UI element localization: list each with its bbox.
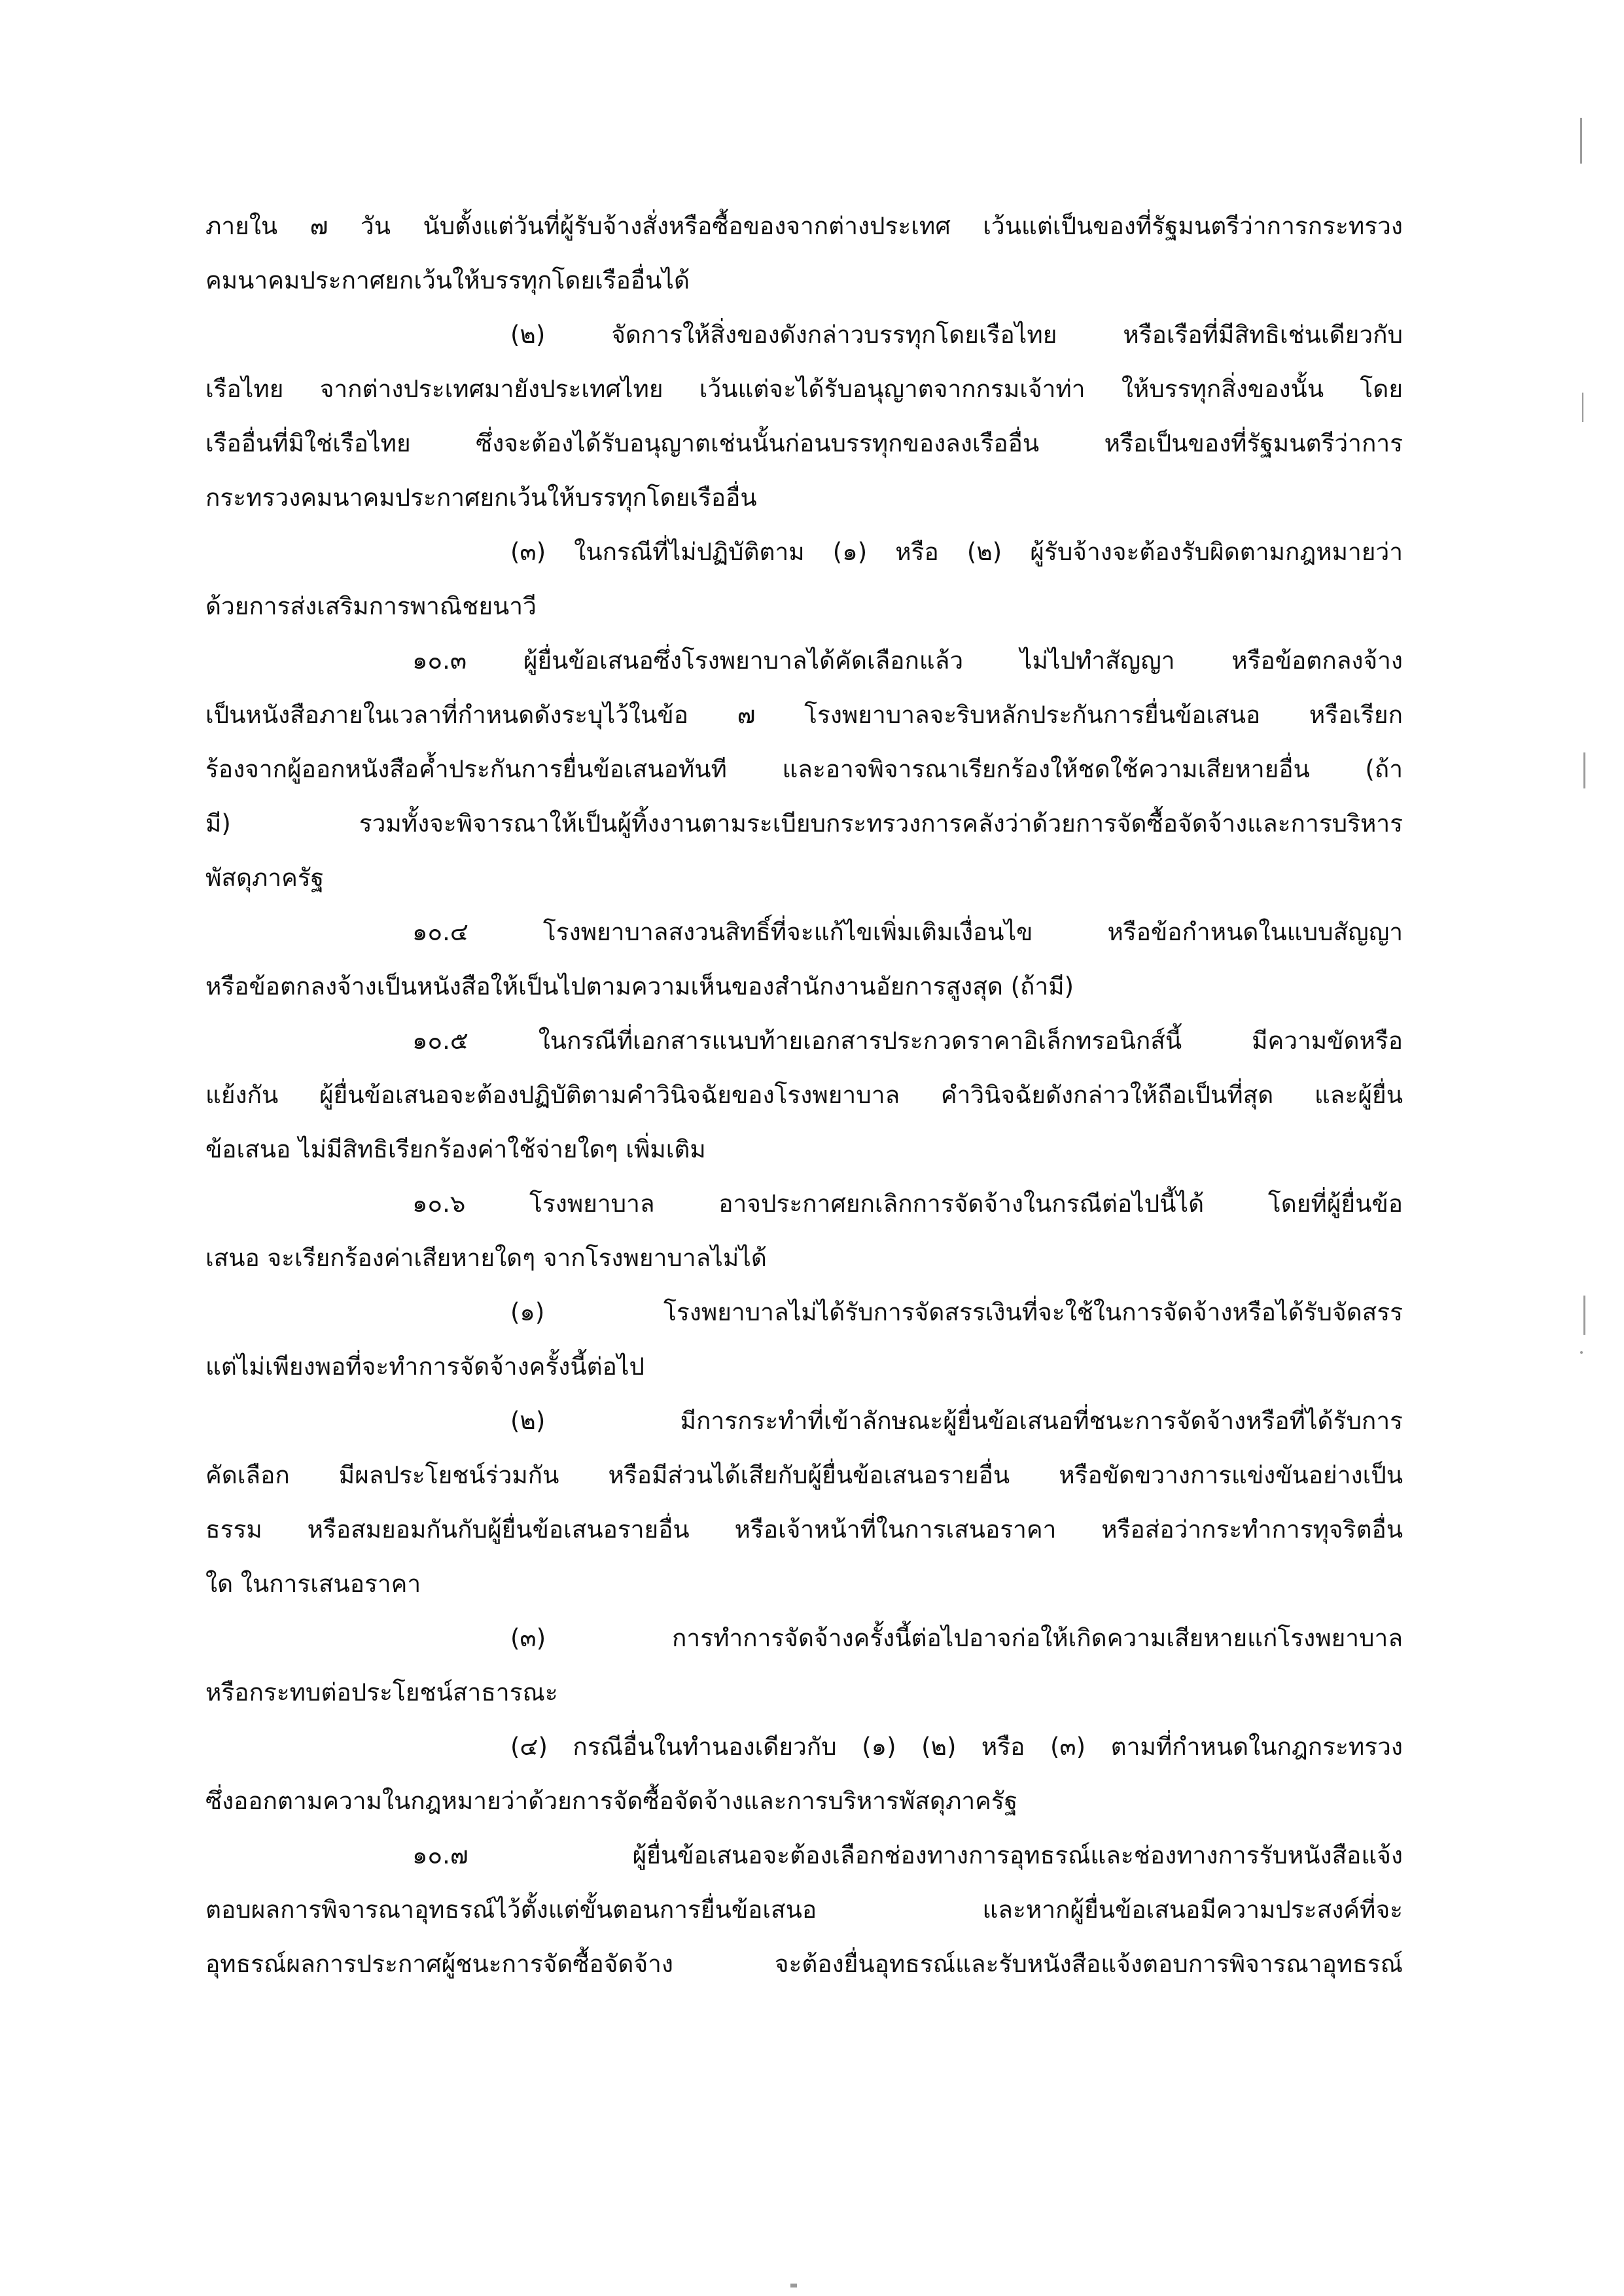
scan-mark: [1580, 118, 1582, 164]
text-line: (๓) ในกรณีที่ไม่ปฏิบัติตาม (๑) หรือ (๒) ผู้รับจ้างจะต้องรับผิดตามกฎหมายว่า: [510, 538, 1403, 566]
text-line: หรือกระทบต่อประโยชน์สาธารณะ: [205, 1678, 558, 1706]
text-line: พัสดุภาครัฐ: [205, 864, 325, 892]
text-line: (๔) กรณีอื่นในทำนองเดียวกับ (๑) (๒) หรือ (๓) ตามที่กำหนดในกฎกระทรวง: [510, 1733, 1403, 1761]
text-line: เป็นหนังสือภายในเวลาที่กำหนดดังระบุไว้ในข้อ ๗ โรงพยาบาลจะริบหลักประกันการยื่นข้อเสนอ หรือเรียก: [205, 701, 1403, 729]
text-line: ใด ในการเสนอราคา: [205, 1570, 421, 1598]
text-line: เสนอ จะเรียกร้องค่าเสียหายใดๆ จากโรงพยาบาลไม่ได้: [205, 1244, 767, 1272]
scan-mark: [1583, 752, 1585, 788]
text-line: ๑๐.๔ โรงพยาบาลสงวนสิทธิ์ที่จะแก้ไขเพิ่มเติมเงื่อนไข หรือข้อกำหนดในแบบสัญญา: [412, 918, 1403, 946]
text-line: ซึ่งออกตามความในกฎหมายว่าด้วยการจัดซื้อจัดจ้างและการบริหารพัสดุภาครัฐ: [205, 1787, 1018, 1815]
text-line: ๑๐.๓ ผู้ยื่นข้อเสนอซึ่งโรงพยาบาลได้คัดเลือกแล้ว ไม่ไปทำสัญญา หรือข้อตกลงจ้าง: [412, 646, 1403, 675]
text-line: ตอบผลการพิจารณาอุทธรณ์ไว้ตั้งแต่ขั้นตอนการยื่นข้อเสนอ และหากผู้ยื่นข้อเสนอมีความประสงค์ที่จะ: [205, 1896, 1403, 1924]
scan-mark: [1583, 1296, 1585, 1335]
text-line: ข้อเสนอ ไม่มีสิทธิเรียกร้องค่าใช้จ่ายใดๆ เพิ่มเติม: [205, 1135, 706, 1163]
text-line: ๑๐.๕ ในกรณีที่เอกสารแนบท้ายเอกสารประกวดราคาอิเล็กทรอนิกส์นี้ มีความขัดหรือ: [412, 1027, 1403, 1055]
text-line: ๑๐.๗ ผู้ยื่นข้อเสนอจะต้องเลือกช่องทางการอุทธรณ์และช่องทางการรับหนังสือแจ้ง: [412, 1841, 1403, 1869]
text-line: ร้องจากผู้ออกหนังสือค้ำประกันการยื่นข้อเสนอทันที และอาจพิจารณาเรียกร้องให้ชดใช้ความเสียหายอื่น (ถ้า: [205, 755, 1403, 783]
text-line: (๓) การทำการจัดจ้างครั้งนี้ต่อไปอาจก่อให้เกิดความเสียหายแก่โรงพยาบาล: [510, 1624, 1403, 1652]
text-line: กระทรวงคมนาคมประกาศยกเว้นให้บรรทุกโดยเรืออื่น: [205, 484, 757, 512]
text-line: เรืออื่นที่มิใช่เรือไทย ซึ่งจะต้องได้รับอนุญาตเช่นนั้นก่อนบรรทุกของลงเรืออื่น หรือเป็นของที่รัฐมนตรีว่าการ: [205, 429, 1403, 457]
text-line: (๒) มีการกระทำที่เข้าลักษณะผู้ยื่นข้อเสนอที่ชนะการจัดจ้างหรือที่ได้รับการ: [510, 1407, 1403, 1435]
text-line: มี) รวมทั้งจะพิจารณาให้เป็นผู้ทิ้งงานตามระเบียบกระทรวงการคลังว่าด้วยการจัดซื้อจัดจ้างและการบริหาร: [205, 809, 1403, 838]
text-line: ภายใน ๗ วัน นับตั้งแต่วันที่ผู้รับจ้างสั่งหรือซื้อของจากต่างประเทศ เว้นแต่เป็นของที่รัฐมนตรีว่าการกระทรวง: [205, 212, 1403, 240]
scan-mark: [790, 2284, 797, 2287]
text-line: ด้วยการส่งเสริมการพาณิชยนาวี: [205, 592, 537, 620]
scan-mark: [1582, 393, 1583, 422]
text-line: (๒) จัดการให้สิ่งของดังกล่าวบรรทุกโดยเรือไทย หรือเรือที่มีสิทธิเช่นเดียวกับ: [510, 321, 1403, 349]
text-line: ๑๐.๖ โรงพยาบาล อาจประกาศยกเลิกการจัดจ้างในกรณีต่อไปนี้ได้ โดยที่ผู้ยื่นข้อ: [412, 1190, 1403, 1218]
text-line: เรือไทย จากต่างประเทศมายังประเทศไทย เว้นแต่จะได้รับอนุญาตจากกรมเจ้าท่า ให้บรรทุกสิ่งของนั้น โดย: [205, 375, 1403, 403]
text-line: ธรรม หรือสมยอมกันกับผู้ยื่นข้อเสนอรายอื่น หรือเจ้าหน้าที่ในการเสนอราคา หรือส่อว่ากระทำการทุจริตอื่น: [205, 1515, 1403, 1544]
text-line: คัดเลือก มีผลประโยชน์ร่วมกัน หรือมีส่วนได้เสียกับผู้ยื่นข้อเสนอรายอื่น หรือขัดขวางการแข่งขันอย่างเป็น: [205, 1461, 1403, 1489]
text-line: อุทธรณ์ผลการประกาศผู้ชนะการจัดซื้อจัดจ้าง จะต้องยื่นอุทธรณ์และรับหนังสือแจ้งตอบการพิจารณาอุทธรณ์: [205, 1950, 1403, 1978]
text-line: คมนาคมประกาศยกเว้นให้บรรทุกโดยเรืออื่นได้: [205, 266, 690, 294]
text-line: แต่ไม่เพียงพอที่จะทำการจัดจ้างครั้งนี้ต่อไป: [205, 1352, 644, 1381]
text-line: หรือข้อตกลงจ้างเป็นหนังสือให้เป็นไปตามความเห็นของสำนักงานอัยการสูงสุด (ถ้ามี): [205, 972, 1074, 1000]
text-line: แย้งกัน ผู้ยื่นข้อเสนอจะต้องปฏิบัติตามคำวินิจฉัยของโรงพยาบาล คำวินิจฉัยดังกล่าวให้ถือเป็นที่สุด และผู้ยื่น: [205, 1081, 1403, 1109]
text-line: (๑) โรงพยาบาลไม่ได้รับการจัดสรรเงินที่จะใช้ในการจัดจ้างหรือได้รับจัดสรร: [510, 1298, 1403, 1326]
scan-mark: [1580, 1351, 1583, 1354]
